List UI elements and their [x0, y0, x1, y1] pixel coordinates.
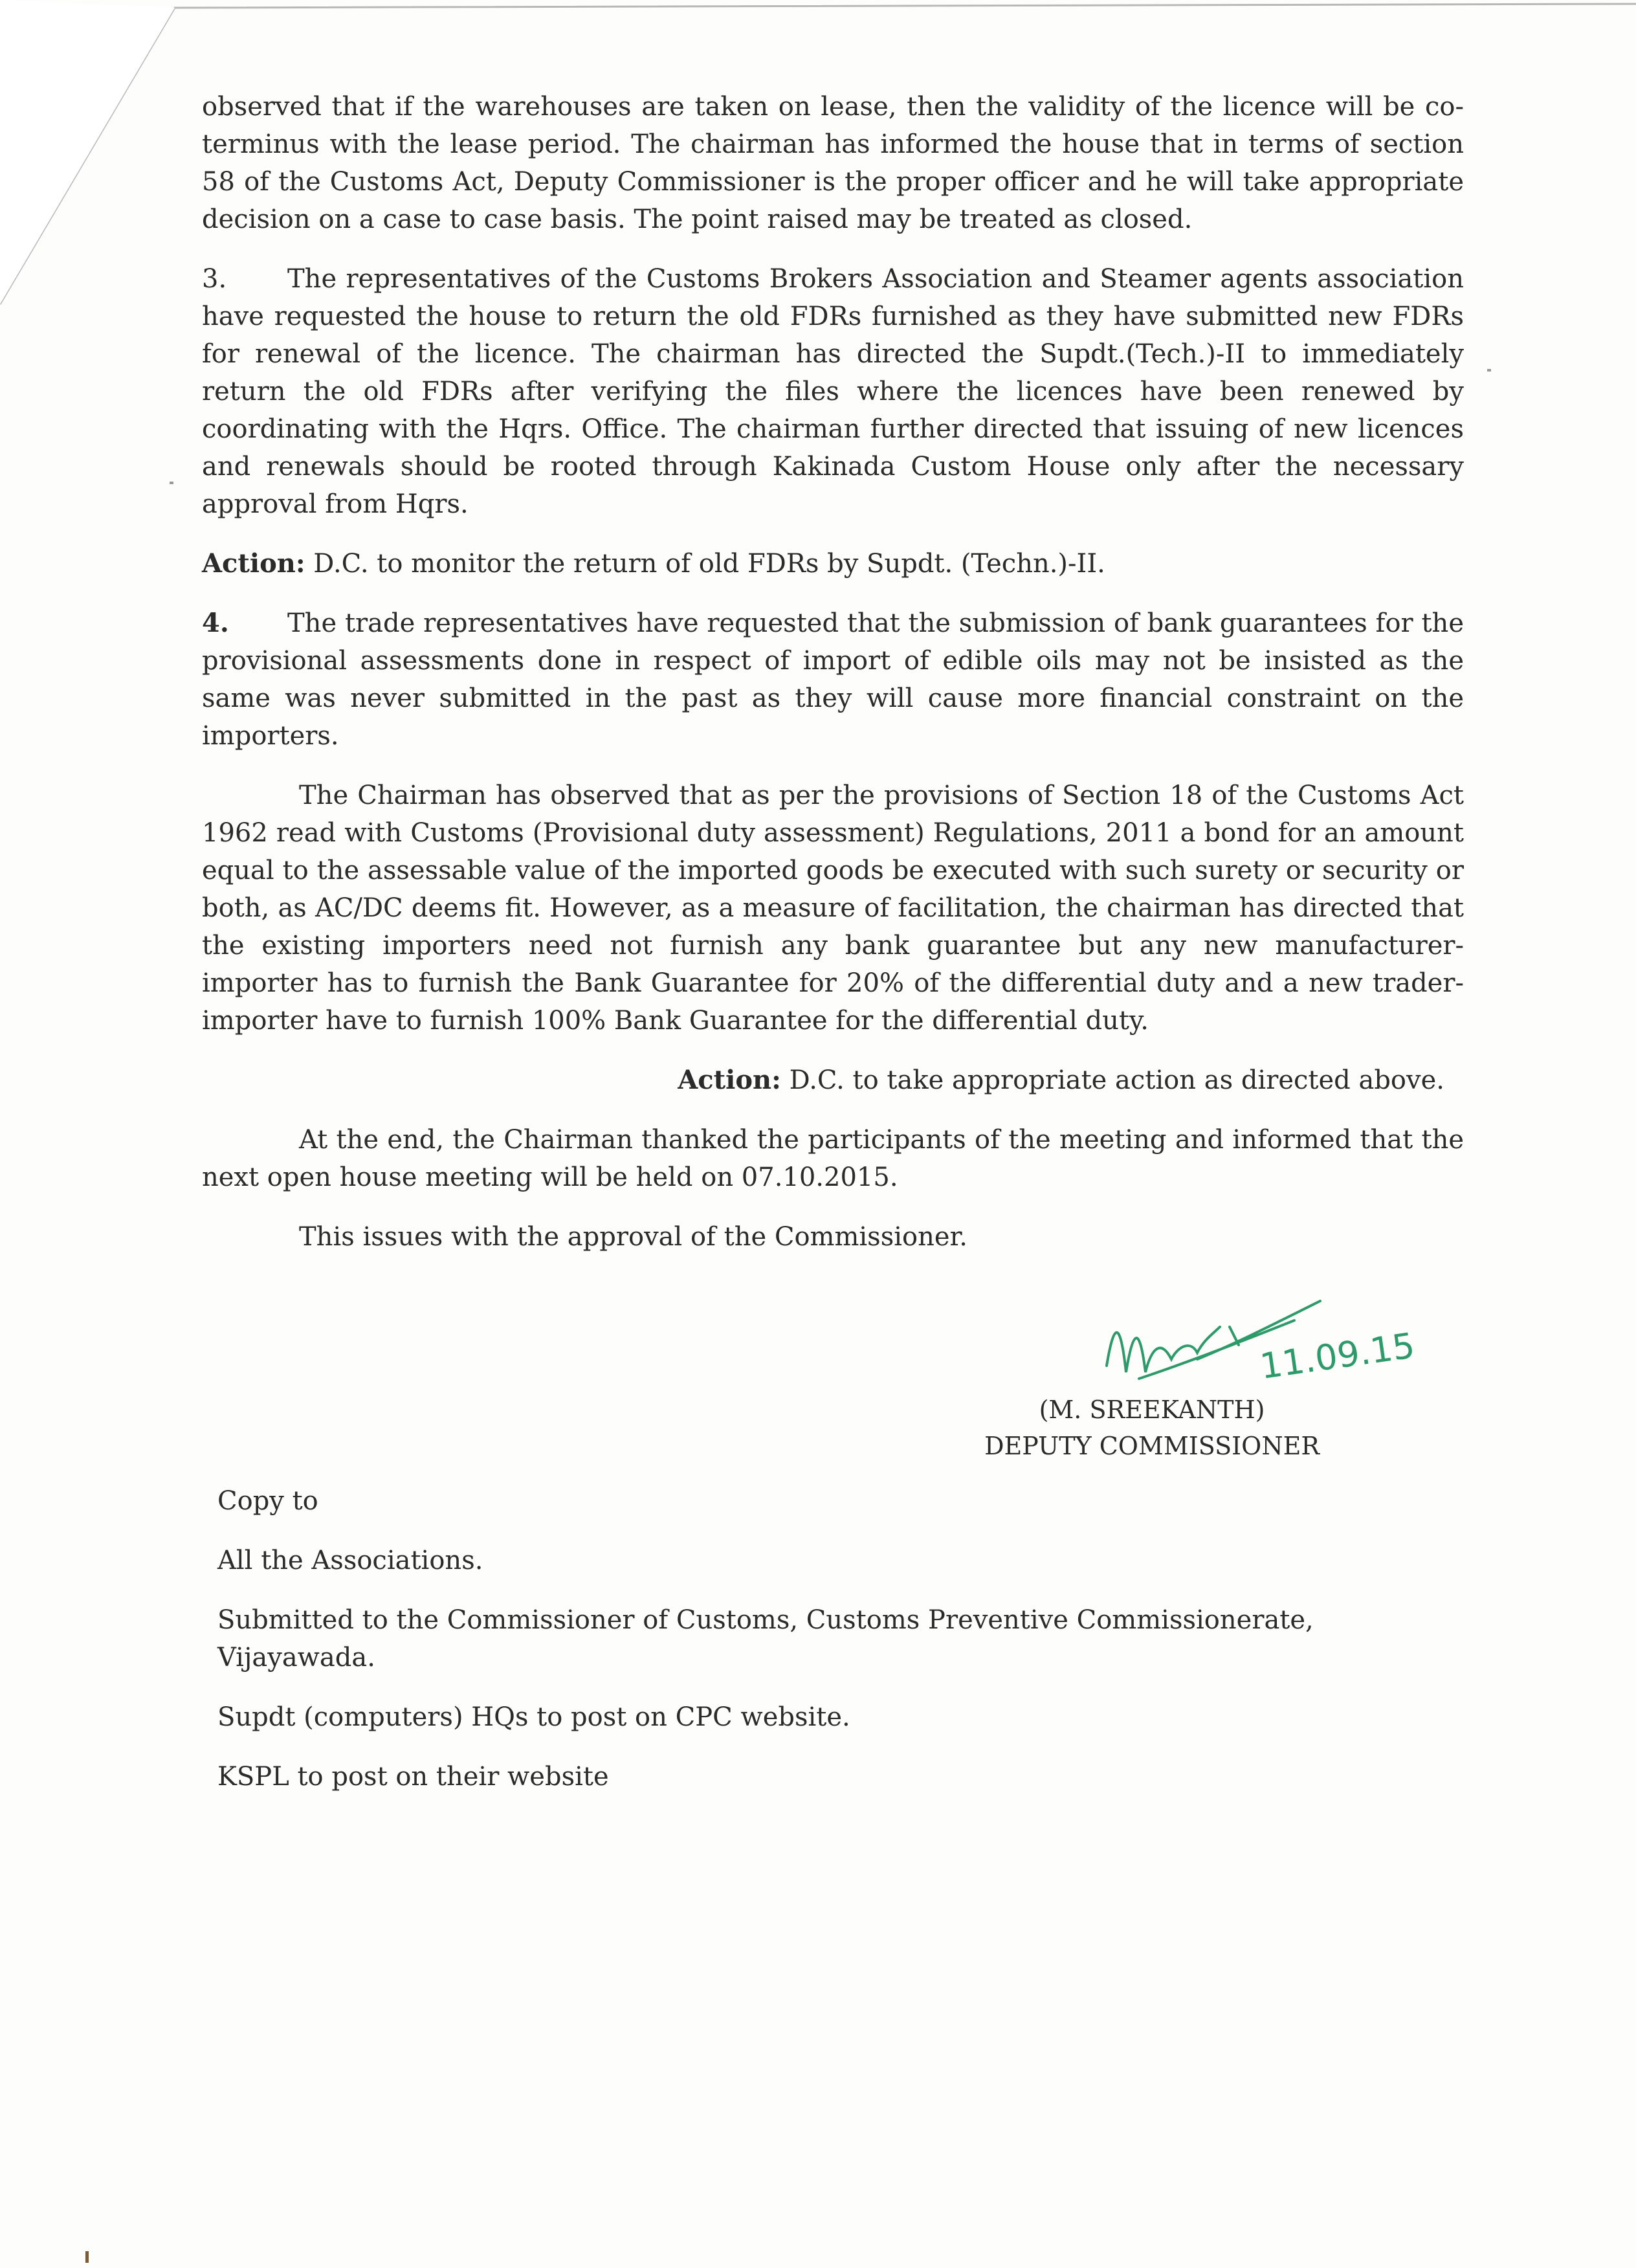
action-label: Action:: [678, 1065, 781, 1095]
action-label: Action:: [202, 548, 305, 579]
action-text: D.C. to monitor the return of old FDRs by Supdt. (Techn.)-II.: [305, 549, 1105, 579]
paragraph-3: [202, 260, 1464, 523]
closing-paragraph: At the end, the Chairman thanked the participants of the meeting and informed that the next open house meeting will be held on 07.10.2015.: [202, 1125, 1464, 1192]
copy-recipient: Submitted to the Commissioner of Customs, Customs Preventive Commissionerate, Vijayawada.: [217, 1605, 1314, 1673]
signatory-name: (M. SREEKANTH): [1039, 1395, 1265, 1424]
scan-speck: [1487, 369, 1491, 372]
paragraph-text: The representatives of the Customs Brokers Association and Steamer agents association have requested the house to return the old FDRs furnished as they have submitted new FDRs for renewal of the licence. The chairman has directed the Supdt.(Tech.)-II to immediately return the old FDRs after verifying the files where the licences have been renewed by coordinating with the Hqrs. Office. The chairman further directed that issuing of new licences and renewals should be rooted through Kakinada Custom House only after the necessary approval from Hqrs.: [202, 264, 1464, 519]
signature-block: [951, 1392, 1353, 1464]
action-text: D.C. to take appropriate action as directed above.: [780, 1065, 1444, 1095]
paragraph-number: 3.: [202, 264, 227, 294]
copy-recipient: All the Associations.: [217, 1546, 483, 1575]
copy-recipient: KSPL to post on their website: [217, 1762, 609, 1792]
copy-recipient: Supdt (computers) HQs to post on CPC website.: [217, 1702, 850, 1732]
letter-body: [202, 88, 1464, 1278]
signatory-designation: DEPUTY COMMISSIONER: [984, 1432, 1320, 1460]
paragraph-4: [202, 605, 1464, 755]
copy-heading: Copy to: [217, 1486, 318, 1516]
paragraph-number: 4.: [202, 608, 229, 638]
approval-note: This issues with the approval of the Commissioner.: [299, 1222, 967, 1252]
paragraph-text: The trade representatives have requested that the submission of bank guarantees for the provisional assessments done in respect of import of edible oils may not be insisted as the same was never submitted in the past as they will cause more financial constraint on the importers.: [202, 608, 1464, 751]
paragraph-4-continued: The Chairman has observed that as per the provisions of Section 18 of the Customs Act 1962 read with Customs (Provisional duty assessment) Regulations, 2011 a bond for an amount equal to the assessable value of the imported goods be executed with such surety or security or both, as AC/DC deems fit. However, as a measure of facilitation, the chairman has directed that the existing importers need not furnish any bank guarantee but any new manufacturer-importer has to furnish the Bank Guarantee for 20% of the differential duty and a new trader-importer have to furnish 100% Bank Guarantee for the differential duty.: [202, 781, 1464, 1036]
handwritten-date: 11.09.15: [1257, 1325, 1417, 1387]
scan-speck: [85, 2251, 89, 2263]
action-item-1: [202, 545, 1464, 583]
scan-speck: [170, 482, 173, 484]
action-item-2: [202, 1062, 1464, 1099]
paragraph-intro: observed that if the warehouses are taken on lease, then the validity of the licence will be co-terminus with the lease period. The chairman has informed the house that in terms of section 58 of the Customs Act, Deputy Commissioner is the proper officer and he will take appropriate decision on a case to case basis. The point raised may be treated as closed.: [202, 92, 1464, 234]
copy-to-section: [217, 1482, 1447, 1818]
